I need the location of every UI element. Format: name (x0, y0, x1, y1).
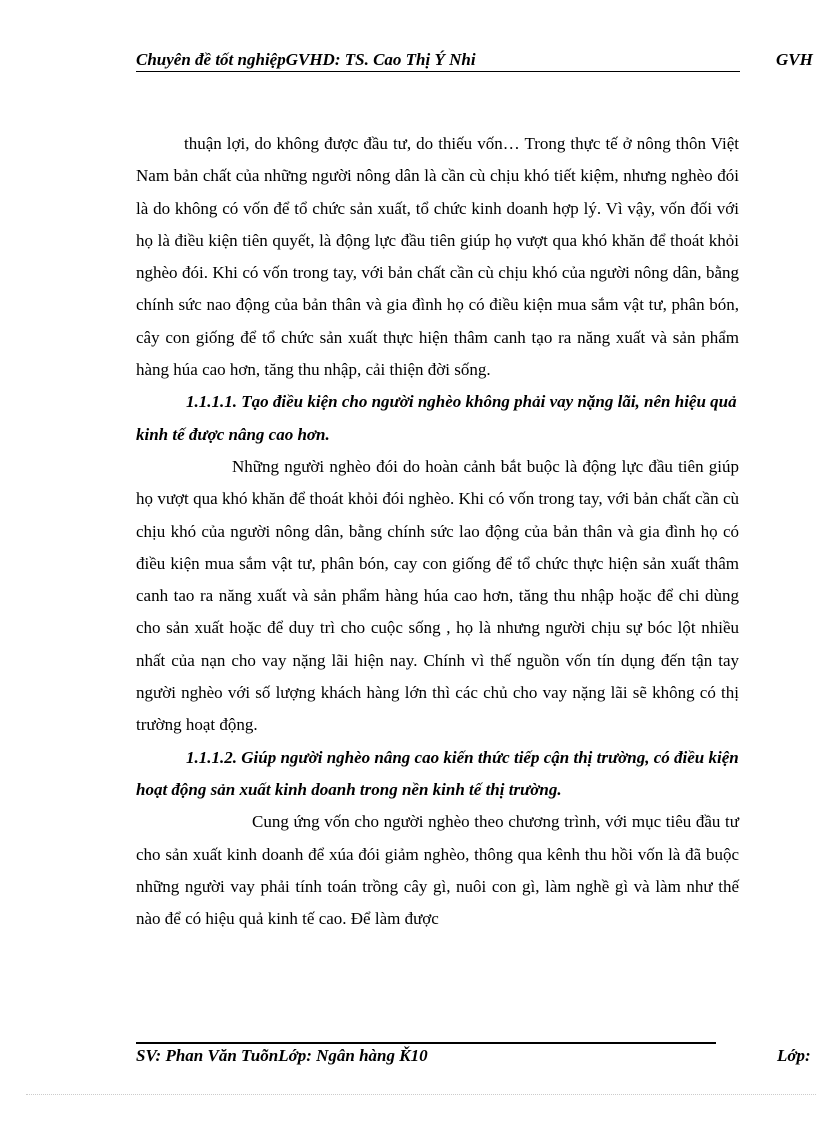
heading-1-1-1-2: 1.1.1.2. Giúp người nghèo nâng cao kiến thức tiếp cận thị trường, có điều kiện hoạt động sản xuất kinh doanh trong nền kinh tế thị trường. (136, 747, 739, 799)
footer-left-text: SV: Phan Văn TuõnLớp: Ngân hàng Ǩ10 (136, 1046, 428, 1065)
page-bottom-dotted-edge (26, 1094, 816, 1095)
document-body (136, 128, 739, 935)
paragraph-3: Cung ứng vốn cho người nghèo theo chương trình, với mục tiêu đầu tư cho sản xuất kinh doanh để xúa đói giảm nghèo, thông qua kênh thu hồi vốn là đã buộc những người vay phải tính toán trồng cây gì, nuôi con gì, làm nghề gì và làm như thế nào để có hiệu quả kinh tế cao. Để làm được (136, 812, 739, 929)
footer-right-text: Lớp: (777, 1046, 811, 1065)
header-right-text: GVH (776, 50, 813, 69)
header-left-text: Chuyên đề tốt nghiệpGVHD: TS. Cao Thị Ý Nhi (136, 50, 476, 69)
header-rule (136, 71, 740, 72)
footer-rule (136, 1042, 716, 1044)
heading-1-1-1-1: 1.1.1.1. Tạo điều kiện cho người nghèo không phải vay nặng lãi, nên hiệu quả kinh tế được nâng cao hơn. (136, 392, 737, 444)
paragraph-1: thuận lợi, do không được đầu tư, do thiếu vốn… Trong thực tế ở nông thôn Việt Nam bản chất của những người nông dân là cần cù chịu khó tiết kiệm, nhưng nghèo đói là do không có vốn để tổ chức sản xuất, tổ chức kinh doanh hợp lý. Vì vậy, vốn đối với họ là điều kiện tiên quyết, là động lực đầu tiên giúp họ vượt qua khó khăn để thoát khỏi nghèo đói. Khi có vốn trong tay, với bản chất cần cù chịu khó của người nông dân, bằng chính sức nao động của bản thân và gia đình họ có điều kiện mua sắm vật tư, phân bón, cây con giống để tổ chức sản xuất thực hiện thâm canh tạo ra năng xuất và sản phẩm hàng húa cao hơn, tăng thu nhập, cải thiện đời sống. (136, 134, 739, 380)
paragraph-2: Những người nghèo đói do hoàn cảnh bắt buộc là động lực đầu tiên giúp họ vượt qua khó khăn để thoát khỏi đói nghèo. Khi có vốn trong tay, với bản chất cần cù chịu khó của người nông dân, bằng chính sức lao động của bản thân và gia đình họ có điều kiện mua sắm vật tư, phân bón, cay con giống để tổ chức thực hiện sản xuất thâm canh tao ra năng xuất và sản phẩm hàng húa cao hơn, tăng thu nhập hoặc để chi dùng cho sản xuất hoặc để duy trì cho cuộc sống , họ là nhưng người chịu sự bóc lột nhiều nhất của nạn cho vay nặng lãi hiện nay. Chính vì thế nguồn vốn tín dụng đến tận tay người nghèo với số lượng khách hàng lớn thì các chủ cho vay nặng lãi sẽ không có thị trường hoạt động. (136, 456, 739, 735)
